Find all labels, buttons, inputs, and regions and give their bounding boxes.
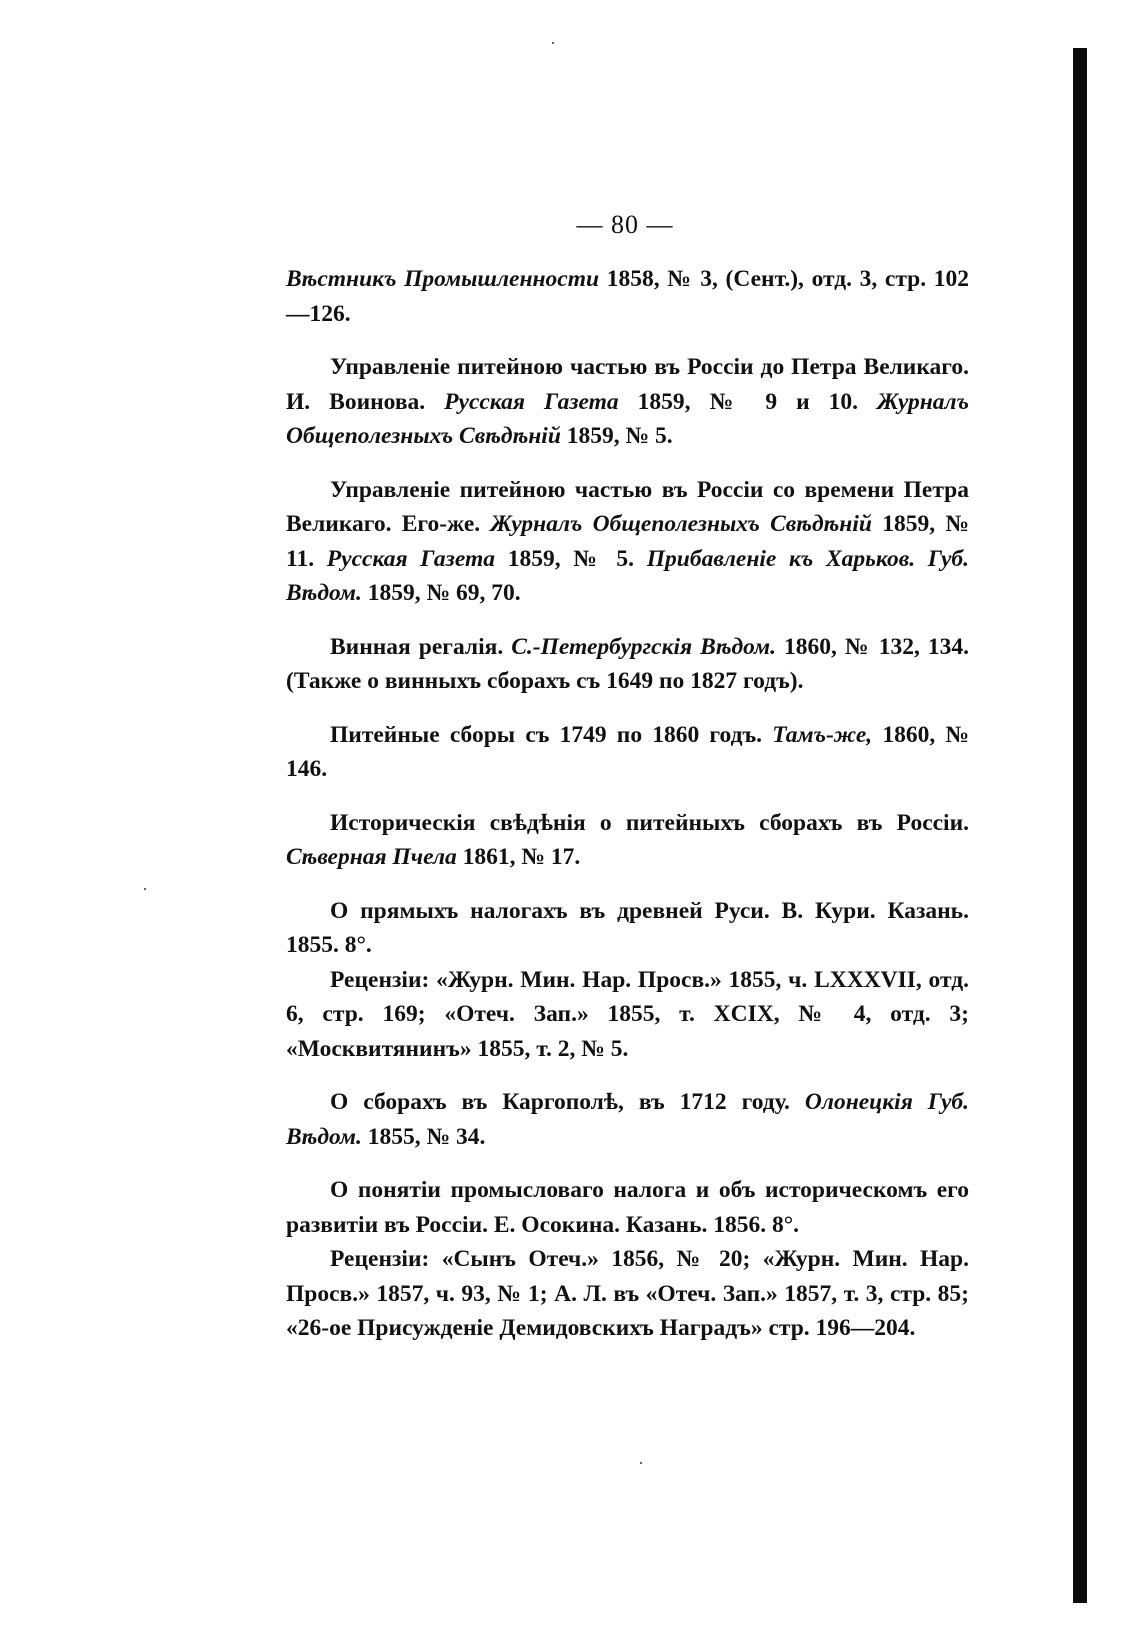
entry-segment: 1855, № 34. [361,1123,486,1150]
bibliography-entry [286,1085,969,1154]
bibliography-entry [286,350,969,454]
publication-title: Вѣстникъ Промышленности [286,266,600,292]
bibliography-entry [286,1173,969,1346]
entry-segment: 1859, № 5. [560,423,673,449]
entry-segment: 1858, № 3, (Сент.), отд. 3, стр. 102—126. [286,266,969,327]
entry-segment: 1859, № 9 и 10. [618,388,878,415]
entry-text [286,350,969,454]
entry-text [286,1173,969,1242]
publication-title: Сѣверная Пчела [286,844,457,870]
publication-title: С.-Петербургскія Вѣдом. [511,633,776,660]
entry-segment: 1861, № 17. [456,844,581,870]
entry-segment: О прямыхъ налогахъ въ древней Руси. В. Кури. Казань. 1855. 8°. [286,897,969,958]
scan-speck [552,42,554,44]
review-list: Рецензіи: «Журн. Мин. Нар. Просв.» 1855, ч. LXXXVII, отд. 6, стр. 169; «Отеч. Зап.» 1855, т. XCIX, № 4, отд. 3; «Москвитянинъ» 1855, т. 2, № 5. [286,966,969,1062]
entry-segment: Винная регалія. [330,633,512,660]
publication-title: Русская Газета [444,388,619,415]
publication-title: Журналъ Общеполезныхъ Свѣдѣній [490,511,872,537]
entry-segment: 1859, № 69, 70. [361,580,521,606]
entry-segment: Управленіе питейною частью въ Россіи до Петра Великаго. И. Воинова. [286,354,969,415]
publication-title: Журналъ Общеполезныхъ Свѣдѣній [286,388,969,449]
bibliography-entry [286,718,969,787]
publication-title: Тамъ-же, [772,721,873,748]
bibliography-entry [286,262,969,331]
entry-segment: Историческія свѣдѣнія о питейныхъ сборахъ въ Россіи. [330,809,969,836]
page-edge-shadow [1073,48,1087,1603]
review-list: Рецензіи: «Сынъ Отеч.» 1856, № 20; «Журн. Мин. Нар. Просв.» 1857, ч. 93, № 1; А. Л. въ «Отеч. Зап.» 1857, т. 3, стр. 85; «26-ое Присужденіе Демидовскихъ Наградъ» стр. 196—204. [286,1246,969,1341]
entry-segment: Управленіе питейною частью въ Россіи со времени Петра Великаго. Его-же. [286,476,969,537]
entry-segment: 1860, № 132, 134. (Также о винныхъ сборахъ съ 1649 по 1827 годъ). [286,633,969,694]
page-number: — 80 — [576,210,674,239]
entry-segment: Питейные сборы съ 1749 по 1860 годъ. [330,721,773,748]
bibliography-list [286,262,969,1365]
entry-segment: 1860, № 146. [286,721,969,782]
entry-text [286,1085,969,1154]
bibliography-entry [286,806,969,875]
publication-title: Прибавленіе къ Харьков. Губ. Вѣдом. [286,545,969,606]
entry-text [286,894,969,963]
publication-title: Русская Газета [326,545,495,572]
entry-text [286,262,969,331]
scan-speck [144,888,146,890]
publication-title: Олонецкія Губ. Вѣдом. [286,1089,969,1150]
entry-text [286,718,969,787]
entry-text [286,473,969,611]
bibliography-entry [286,630,969,699]
scan-speck [640,1462,642,1464]
entry-text [286,806,969,875]
entry-segment: 1859, № 5. [495,545,647,572]
entry-text [286,630,969,699]
bibliography-entry [286,473,969,611]
entry-segment: 1859, № 11. [286,511,969,572]
bibliography-entry [286,894,969,1067]
entry-segment: О сборахъ въ Каргополѣ, въ 1712 году. [330,1089,805,1115]
entry-segment: О понятіи промысловаго налога и объ историческомъ его развитіи въ Россіи. Е. Осокина. Казань. 1856. 8°. [286,1177,969,1238]
